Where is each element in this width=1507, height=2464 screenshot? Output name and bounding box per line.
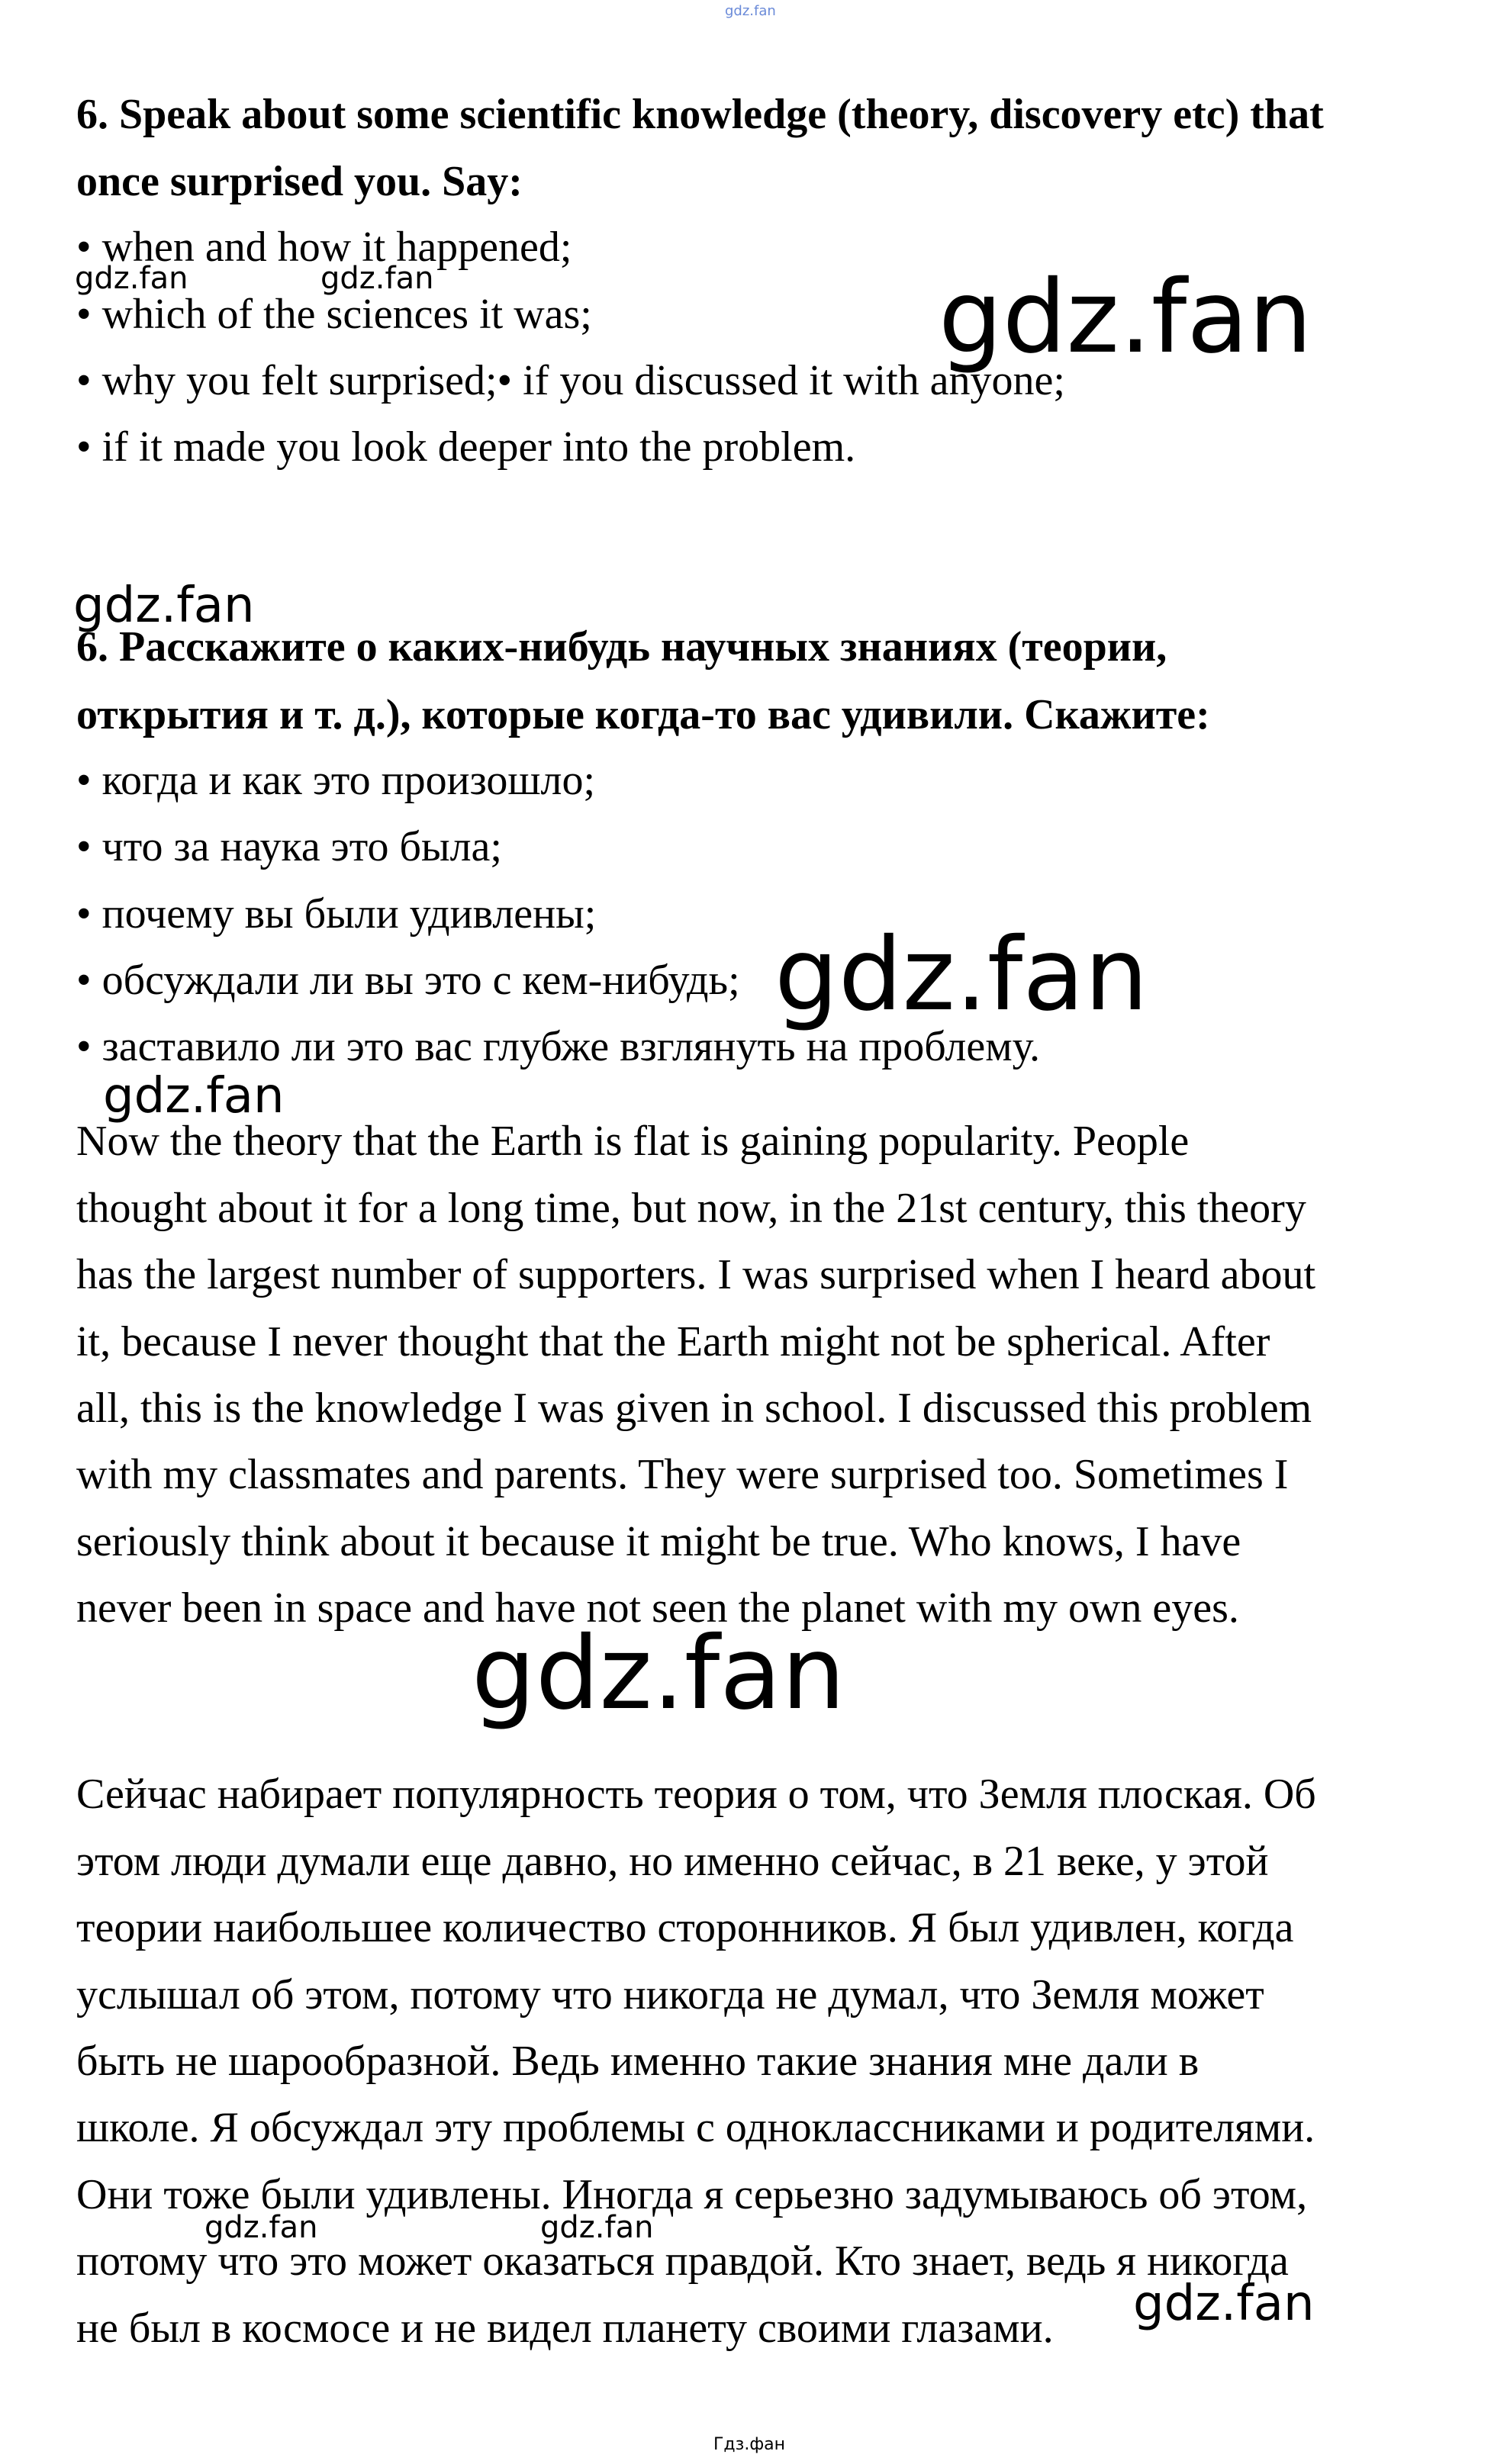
footer-label: Гдз.фан: [713, 2435, 785, 2454]
russian-task-heading-line-1: 6. Расскажите о каких-нибудь научных знаниях (теории,: [76, 623, 1167, 671]
watermark: gdz.fan: [75, 261, 188, 296]
english-task-bullet: • when and how it happened;: [76, 224, 572, 271]
russian-task-heading-line-2: открытия и т. д.), которые когда-то вас удивили. Скажите:: [76, 691, 1210, 738]
russian-answer-line: теории наибольшее количество сторонников. Я был удивлен, когда: [76, 1904, 1294, 1951]
russian-answer-line: Они тоже были удивлены. Иногда я серьезно задумываюсь об этом,: [76, 2171, 1308, 2218]
watermark: gdz.fan: [540, 2210, 654, 2245]
english-answer-line: Now the theory that the Earth is flat is gaining popularity. People: [76, 1118, 1190, 1165]
english-task-heading-line-2: once surprised you. Say:: [76, 158, 523, 205]
watermark: gdz.fan: [103, 1068, 285, 1124]
watermark: gdz.fan: [939, 259, 1312, 376]
english-task-bullet: • why you felt surprised;• if you discussed it with anyone;: [76, 357, 1065, 404]
watermark: gdz.fan: [774, 916, 1148, 1034]
english-answer-line: never been in space and have not seen the planet with my own eyes.: [76, 1584, 1239, 1632]
english-task-heading-line-1: 6. Speak about some scientific knowledge (theory, discovery etc) that: [76, 91, 1324, 138]
watermark: gdz.fan: [1133, 2276, 1315, 2332]
russian-task-bullet: • почему вы были удивлены;: [76, 890, 597, 938]
top-watermark: gdz.fan: [725, 3, 776, 19]
watermark: gdz.fan: [73, 577, 255, 634]
russian-answer-line: школе. Я обсуждал эту проблемы с одноклассниками и родителями.: [76, 2104, 1315, 2151]
russian-task-bullet: • что за наука это была;: [76, 823, 502, 870]
russian-task-bullet: • когда и как это произошло;: [76, 757, 596, 804]
russian-task-bullet: • обсуждали ли вы это с кем-нибудь;: [76, 957, 740, 1004]
english-task-bullet: • if it made you look deeper into the problem.: [76, 423, 856, 471]
english-answer-line: has the largest number of supporters. I was surprised when I heard about: [76, 1251, 1316, 1298]
russian-answer-line: услышал об этом, потому что никогда не думал, что Земля может: [76, 1971, 1264, 2018]
english-answer-line: it, because I never thought that the Earth might not be spherical. After: [76, 1318, 1270, 1365]
watermark: gdz.fan: [204, 2210, 318, 2245]
russian-answer-line: этом люди думали еще давно, но именно сейчас, в 21 веке, у этой: [76, 1838, 1269, 1885]
watermark: gdz.fan: [320, 261, 434, 296]
russian-task-bullet: • заставило ли это вас глубже взглянуть на проблему.: [76, 1023, 1041, 1070]
english-answer-line: all, this is the knowledge I was given in school. I discussed this problem: [76, 1385, 1312, 1432]
russian-answer-line: Сейчас набирает популярность теория о том, что Земля плоская. Об: [76, 1771, 1316, 1818]
english-answer-line: with my classmates and parents. They were surprised too. Sometimes I: [76, 1451, 1289, 1498]
english-answer-line: thought about it for a long time, but now, in the 21st century, this theory: [76, 1185, 1306, 1232]
english-task-bullet: • which of the sciences it was;: [76, 291, 592, 338]
russian-answer-line: не был в космосе и не видел планету своими глазами.: [76, 2305, 1054, 2352]
watermark: gdz.fan: [472, 1615, 845, 1732]
russian-answer-line: быть не шарообразной. Ведь именно такие знания мне дали в: [76, 2038, 1199, 2085]
russian-answer-line: потому что это может оказаться правдой. Кто знает, ведь я никогда: [76, 2237, 1289, 2285]
english-answer-line: seriously think about it because it might be true. Who knows, I have: [76, 1518, 1241, 1565]
